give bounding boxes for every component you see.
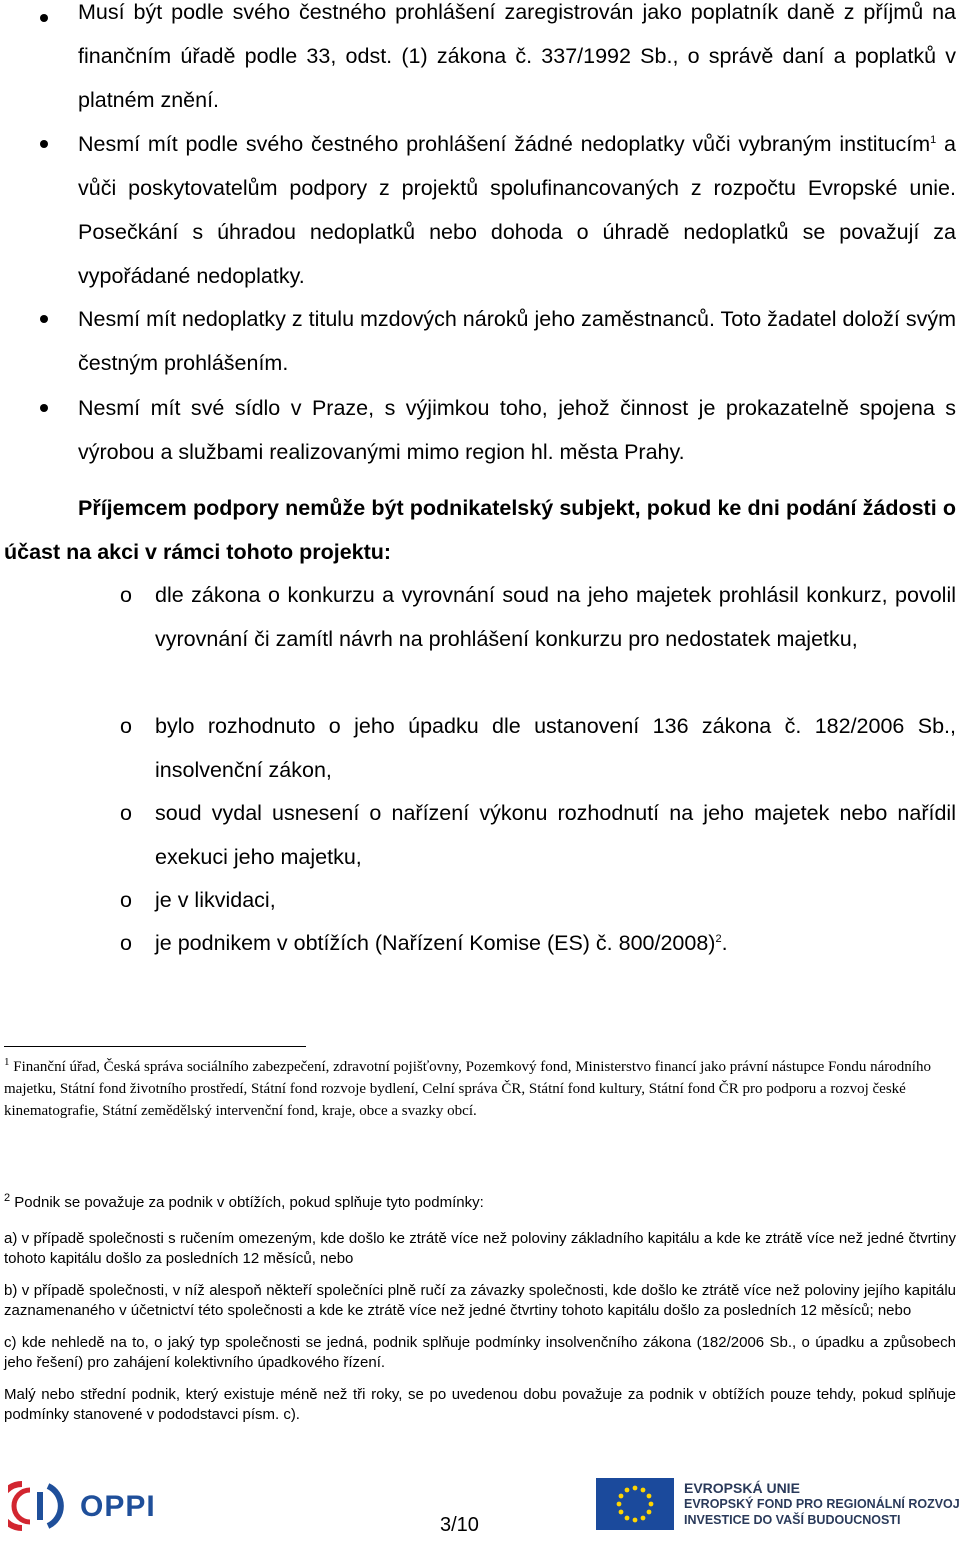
bullet-icon xyxy=(40,315,48,323)
oppi-emblem-icon xyxy=(8,1478,72,1534)
footnote-number: 1 xyxy=(4,1056,10,1068)
list-marker: o xyxy=(120,801,132,825)
list-item-text: dle zákona o konkurzu a vyrovnání soud na jeho majetek prohlásil konkurz, povolil vyrovnání či zamítl návrh na prohlášení konkurzu pro nedostatek majetku, xyxy=(155,583,956,651)
list-item-text: bylo rozhodnuto o jeho úpadku dle ustanovení 136 zákona č. 182/2006 Sb., insolvenční zákon, xyxy=(155,714,956,782)
footnote-condition-b: b) v případě společnosti, v níž alespoň někteří společníci plně ručí za závazky společnosti, kde došlo ke ztrátě více než poloviny jejího kapitálu zaznamenaného v účetnictví této společnosti a kde ke ztrátě více než jedné čtvrtiny tohoto kapitálu došlo za posledních 12 měsíců; nebo xyxy=(4,1282,956,1319)
bullet-text: Musí být podle svého čestného prohlášení zaregistrován jako poplatník daně z příjmů na finančním úřadě podle 33, odst. (1) zákona č. 337/1992 Sb., o správě daní a poplatků v platném znění. xyxy=(78,0,956,112)
footnote-ref: 2 xyxy=(715,932,722,945)
footnote-condition-a: a) v případě společnosti s ručením omezeným, kde došlo ke ztrátě více než poloviny základního kapitálu a kde ke ztrátě více než jedné čtvrtiny tohoto kapitálu došlo za posledních 12 měsíců, nebo xyxy=(4,1230,956,1267)
footnote-text: Finanční úřad, Česká správa sociálního zabezpečení, zdravotní pojišťovny, Pozemkový fond, Ministerstvo financí jako právní nástupce Fondu národního majetku, Státní fond životního prostředí, Státní fond rozvoje bydlení, Celní správa ČR, Státní fond kultury, Státní fond ČR pro podporu a rozvoj české kinematografie, Státní zemědělský intervenční fond, kraje, obce a svazky obcí. xyxy=(4,1059,931,1119)
bullet-text: Nesmí mít podle svého čestného prohlášení žádné nedoplatky vůči vybraným institucím xyxy=(78,132,931,156)
section-heading: Příjemcem podpory nemůže být podnikatelský subjekt, pokud ke dni podání žádosti o účast na akci v rámci tohoto projektu: xyxy=(4,496,956,564)
footnote-condition-c: c) kde nehledě na to, o jaký typ společnosti se jedná, podnik splňuje podmínky insolvenčního zákona (182/2006 Sb., o úpadku a způsobech jeho řešení) pro zahájení kolektivního úpadkového řízení. xyxy=(4,1334,956,1371)
list-marker: o xyxy=(120,888,132,912)
bullet-icon xyxy=(40,404,48,412)
list-item-tail: . xyxy=(721,931,728,955)
footnote-2 xyxy=(4,1193,956,1437)
eu-flag-icon xyxy=(596,1478,674,1530)
bullet-text: Nesmí mít nedoplatky z titulu mzdových nároků jeho zaměstnanců. Toto žadatel doloží svým čestným prohlášením. xyxy=(78,307,956,375)
oppi-logo xyxy=(8,1478,168,1532)
list-marker: o xyxy=(120,583,132,607)
bullet-icon xyxy=(40,14,48,22)
bullet-text: Nesmí mít své sídlo v Praze, s výjimkou toho, jehož činnost je prokazatelně spojena s výrobou a službami realizovanými mimo region hl. města Prahy. xyxy=(78,396,956,464)
list-item-text: je v likvidaci, xyxy=(155,888,276,912)
footnote-note: Malý nebo střední podnik, který existuje méně než tři roky, se po uvedenou dobu považuje za podnik v obtížích pouze tehdy, pokud splňuje podmínky stanovené v pododstavci písm. c). xyxy=(4,1386,956,1423)
bullet-text: a vůči poskytovatelům podpory z projektů spolufinancovaných z rozpočtu Evropské unie. Posečkání s úhradou nedoplatků nebo dohoda o úhradě nedoplatků se považují za vypořádané nedoplatky. xyxy=(78,132,956,288)
page-footer xyxy=(0,1470,960,1541)
footnote-ref: 1 xyxy=(930,133,937,146)
list-marker: o xyxy=(120,931,132,955)
footnote-intro: Podnik se považuje za podnik v obtížích, pokud splňuje tyto podmínky: xyxy=(14,1194,484,1211)
list-item-text: je podnikem v obtížích (Nařízení Komise (ES) č. 800/2008) xyxy=(155,931,716,955)
list-item-text: soud vydal usnesení o nařízení výkonu rozhodnutí na jeho majetek nebo nařídil exekuci jeho majetku, xyxy=(155,801,956,869)
footnote-1 xyxy=(4,1056,956,1122)
bullet-icon xyxy=(40,140,48,148)
eu-fund-label: EVROPSKÁ UNIE EVROPSKÝ FOND PRO REGIONÁLNÍ ROZVOJ INVESTICE DO VAŠÍ BUDOUCNOSTI xyxy=(684,1480,960,1527)
page-number: 3/10 xyxy=(440,1514,479,1536)
footnote-separator xyxy=(4,1046,306,1047)
footnote-number: 2 xyxy=(4,1192,11,1204)
list-marker: o xyxy=(120,714,132,738)
oppi-logo-text: OPPI xyxy=(80,1490,156,1523)
